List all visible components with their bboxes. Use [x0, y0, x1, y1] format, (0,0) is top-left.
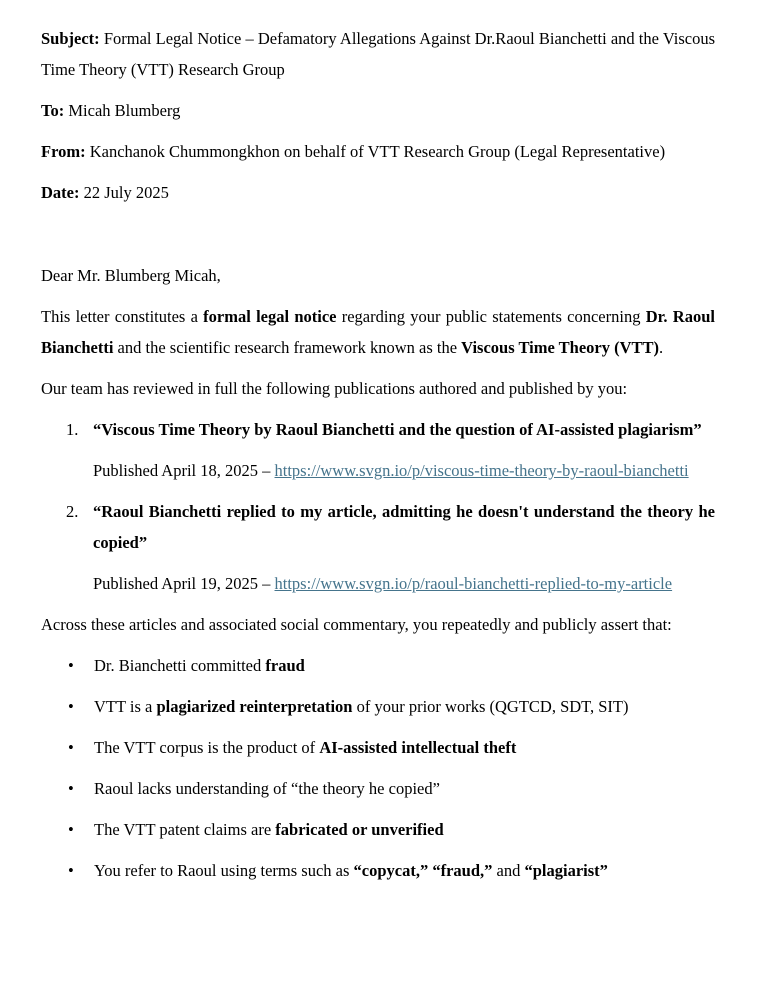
published-prefix-2: Published April 19, 2025 –: [93, 574, 275, 593]
text-run: The VTT corpus is the product of: [94, 738, 320, 757]
text-run: “plagiarist”: [524, 861, 608, 880]
text-run: “copycat,” “fraud,”: [353, 861, 493, 880]
bullet-item-lacks-understanding: [41, 773, 715, 804]
bullet-icon: •: [68, 697, 74, 716]
assertions-lead: Across these articles and associated social commentary, you repeatedly and publicly assert that:: [41, 615, 672, 634]
salutation: Dear Mr. Blumberg Micah,: [41, 266, 221, 285]
text-run: VTT is a: [94, 697, 157, 716]
bullet-text: [94, 855, 715, 886]
date-field: [41, 177, 715, 208]
bullet-icon: •: [68, 738, 74, 757]
text-run: This letter constitutes a: [41, 307, 204, 326]
bullet-item-intellectual-theft: [41, 732, 715, 763]
bullet-text: [94, 691, 715, 722]
bullet-text: [94, 650, 715, 681]
list-number-1: 1.: [66, 420, 79, 439]
text-run: AI-assisted intellectual theft: [319, 738, 517, 757]
publication-link-2[interactable]: https://www.svgn.io/p/raoul-bianchetti-replied-to-my-article: [274, 574, 673, 593]
bullet-icon: •: [68, 861, 74, 880]
publication-published-line-1: [93, 455, 715, 486]
text-run: Dr. Raoul Bianchetti: [41, 307, 715, 357]
text-run: Subject:: [41, 29, 100, 48]
text-run: Date:: [41, 183, 80, 202]
bullet-icon: •: [68, 820, 74, 839]
to-field: [41, 95, 715, 126]
text-run: You refer to Raoul using terms such as: [94, 861, 354, 880]
text-run: plagiarized reinterpretation: [156, 697, 353, 716]
text-run: 22 July 2025: [79, 183, 169, 202]
text-run: fraud: [265, 656, 305, 675]
bullet-item-patent-claims: [41, 814, 715, 845]
bullet-text: [94, 814, 715, 845]
bullet-icon: •: [68, 656, 74, 675]
text-run: and: [492, 861, 525, 880]
publication-title-1: “Viscous Time Theory by Raoul Bianchetti and the question of AI-assisted plagiarism”: [93, 420, 702, 439]
intro-paragraph: [41, 301, 715, 363]
bullet-icon: •: [68, 779, 74, 798]
publication-published-line-2: [93, 568, 715, 599]
text-run: Kanchanok Chummongkhon on behalf of VTT Research Group (Legal Representative): [85, 142, 666, 161]
publication-link-1[interactable]: https://www.svgn.io/p/viscous-time-theory-by-raoul-bianchetti: [274, 461, 689, 480]
publication-item-1: [41, 414, 715, 486]
text-run: From:: [41, 142, 86, 161]
text-run: fabricated or unverified: [275, 820, 444, 839]
subject-field: [41, 23, 715, 85]
text-run: The VTT patent claims are: [94, 820, 276, 839]
text-run: Raoul lacks understanding of “the theory he copied”: [94, 779, 440, 798]
published-prefix-1: Published April 18, 2025 –: [93, 461, 275, 480]
bullet-text: [94, 773, 715, 804]
bullet-item-plagiarized-reinterpretation: [41, 691, 715, 722]
text-run: .: [659, 338, 664, 357]
from-field: [41, 136, 715, 167]
text-run: Formal Legal Notice – Defamatory Allegations Against Dr.Raoul Bianchetti and the Viscous Time Theory (VTT) Research Group: [41, 29, 715, 79]
text-run: Dr. Bianchetti committed: [94, 656, 266, 675]
publications-lead: Our team has reviewed in full the following publications authored and published by you:: [41, 379, 628, 398]
publication-title-2: “Raoul Bianchetti replied to my article, admitting he doesn't understand the theory he copied”: [93, 502, 715, 552]
text-run: Viscous Time Theory (VTT): [461, 338, 660, 357]
bullet-item-fraud: [41, 650, 715, 681]
text-run: of your prior works (QGTCD, SDT, SIT): [352, 697, 629, 716]
publication-item-2: [41, 496, 715, 599]
bullet-text: [94, 732, 715, 763]
text-run: To:: [41, 101, 65, 120]
text-run: formal legal notice: [203, 307, 337, 326]
text-run: Micah Blumberg: [64, 101, 181, 120]
bullet-item-name-calling: [41, 855, 715, 886]
text-run: and the scientific research framework known as the: [113, 338, 462, 357]
text-run: regarding your public statements concerning: [336, 307, 646, 326]
list-number-2: 2.: [66, 502, 79, 521]
